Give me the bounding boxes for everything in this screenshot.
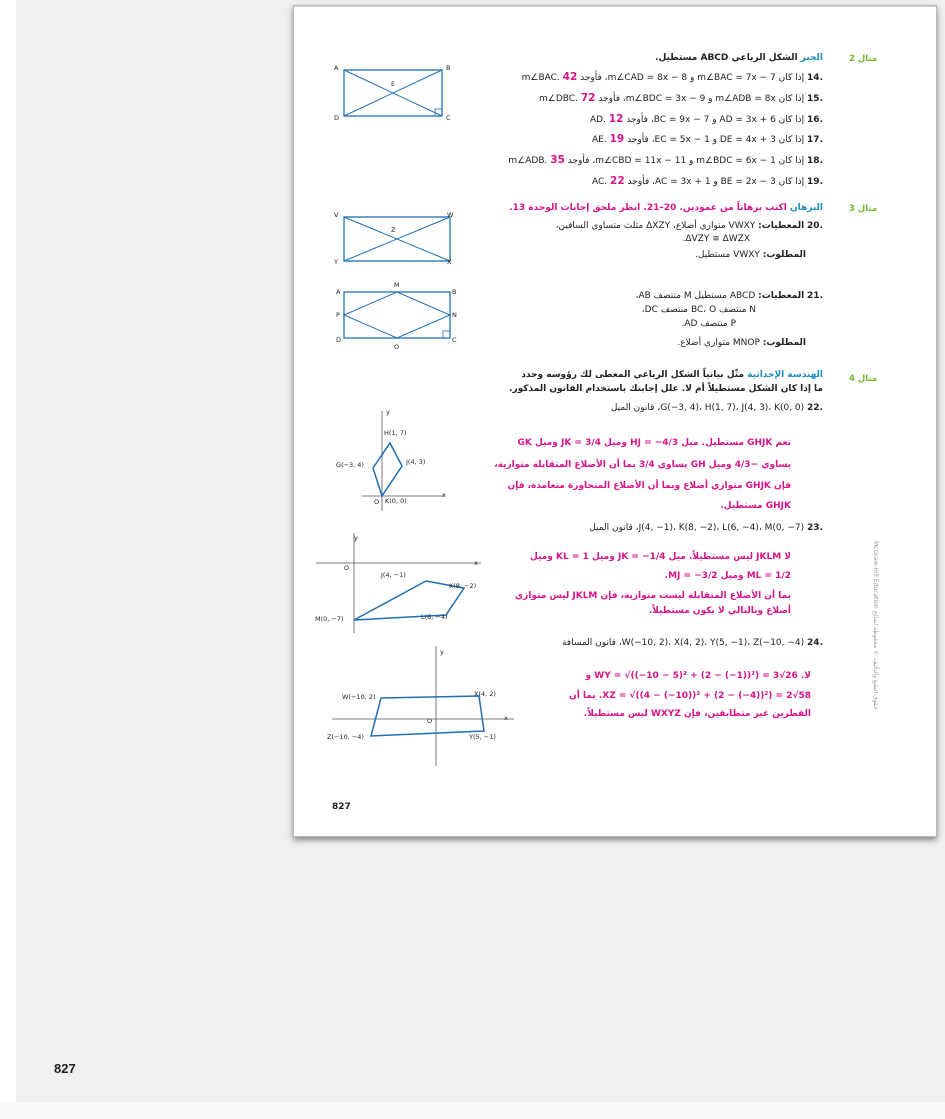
vertex-v: V: [334, 211, 339, 219]
answer-23-line1: لا JKLM ليس مستطيلاً. ميل JK = −1/4 وميل KL = 1 وميل: [530, 552, 791, 562]
question-23: .23 J(4, −1)، K(8, −2)، L(6, −4)، M(0, −7)، قانون الميل: [589, 523, 823, 533]
graph23-l: L(6, −4): [421, 613, 448, 621]
example-2-label: مثال 2: [849, 54, 878, 64]
coord-header-2: ما إذا كان الشكل مستطيلاً أم لا. علل إجابتك باستخدام القانون المذكور.: [509, 384, 823, 394]
question-20: .20 المعطيات: VWXY متوازي أضلاع، ΔXZY مثلث متساوي الساقين،: [555, 221, 823, 231]
left-margin: [0, 0, 16, 1119]
graph24-x-label: x: [504, 714, 508, 722]
graph23-y-label: y: [354, 534, 358, 542]
answer-17: 19: [609, 133, 625, 145]
answer-24-line3: القطرين غير متطابقين، فإن WXYZ ليس مستطيلاً.: [583, 709, 811, 719]
algebra-label: الجبر: [800, 53, 823, 63]
bottom-strip: [0, 1102, 945, 1119]
answer-24-line2: XZ = √((4 − (−10))² + (2 − (−4))²) = 2√58. بما أن: [569, 691, 811, 701]
answer-15: 72: [580, 92, 596, 104]
graph22-j: J(4, 3): [406, 458, 426, 466]
example-3-label: مثال 3: [849, 204, 878, 214]
answer-14: 42: [562, 71, 578, 83]
vertex-n: N: [452, 311, 457, 319]
proof-header: البرهان اكتب برهاناً من عمودين. 20–21. انظر ملحق إجابات الوحدة 13.: [509, 203, 823, 213]
graph23-x-label: x: [474, 559, 478, 567]
algebra-text: الشكل الرباعي ABCD مستطيل.: [655, 53, 798, 63]
graph24-z: Z(−10, −4): [327, 733, 364, 741]
answer-16: 12: [608, 113, 624, 125]
answer-19: 22: [610, 175, 625, 187]
vertex-z: Z: [391, 226, 396, 234]
question-21-prove: المطلوب: MNOP متوازي أضلاع.: [677, 338, 806, 348]
page-number: 827: [54, 1061, 76, 1076]
answer-23-line3: بما أن الأضلاع المتقابلة ليست متوازية، فإن JKLM ليس متوازي: [514, 591, 791, 601]
example-4-label: مثال 4: [849, 374, 878, 384]
answer-22-line1: نعم GHJK مستطيل. ميل HJ = −4/3 وميل JK = 3/4 وميل GK: [517, 438, 791, 448]
vertex-w: W: [447, 211, 454, 219]
vertex-d2: D: [336, 336, 342, 344]
rectangle-abcd-figure: [332, 64, 452, 126]
graph-24: [324, 646, 519, 771]
graph23-k: K(8, −2): [449, 582, 477, 590]
question-21: .21 المعطيات: ABCD مستطيل M منتصف AB،: [635, 291, 823, 301]
question-18: .18 إذا كان m∠BDC = 6x − 1 و m∠CBD = 11x − 11، فأوجد m∠ADB. 35: [508, 154, 823, 166]
vertex-y: Y: [334, 258, 338, 266]
coord-header: الهندسة الإحداثية مثّل بيانياً الشكل الرباعي المعطى لك رؤوسه وحدد: [521, 370, 823, 380]
question-21-given3: P منتصف AD.: [681, 319, 736, 329]
graph23-m: M(0, −7): [315, 615, 344, 623]
answer-18: 35: [550, 154, 565, 166]
vertex-b: B: [446, 64, 451, 72]
graph22-g: G(−3, 4): [336, 461, 364, 469]
answer-23-line2: ML = 1/2 وميل MJ = −3/2.: [664, 571, 791, 581]
graph22-y-label: y: [386, 408, 390, 416]
rectangle-mnop-figure: [332, 284, 457, 346]
question-17: .17 إذا كان DE = 4x + 3 و EC = 5x − 1، فأوجد AE. 19: [591, 133, 823, 145]
copyright-side-text: McGraw-Hill Education حقوق الطبع والتأليف © محفوظة لصالح: [872, 541, 879, 710]
graph24-yvertex: Y(5, −1): [469, 733, 496, 741]
document-page: [293, 5, 937, 837]
vertex-e: E: [391, 80, 396, 88]
algebra-header: [655, 53, 823, 63]
graph24-w: W(−10, 2): [342, 693, 376, 701]
graph22-x-label: x: [442, 491, 446, 499]
vertex-p: P: [336, 311, 340, 319]
graph22-origin: O: [374, 498, 380, 506]
graph24-y-label: y: [440, 648, 444, 656]
graph24-origin: O: [427, 717, 433, 725]
rectangle-vwxy-figure: [332, 211, 452, 271]
vertex-c2: C: [452, 336, 457, 344]
vertex-m: M: [394, 281, 400, 289]
vertex-d: D: [334, 114, 340, 122]
graph22-k: K(0, 0): [385, 497, 407, 505]
question-14: .14 إذا كان m∠BAC = 7x − 7 و m∠CAD = 8x − 8، فأوجد m∠BAC. 42: [521, 71, 823, 83]
vertex-c: C: [446, 114, 451, 122]
graph24-x: X(4, 2): [474, 690, 496, 698]
answer-23-line4: أضلاع وبالتالي لا يكون مستطيلاً.: [648, 606, 791, 616]
vertex-o: O: [394, 343, 400, 351]
graph23-origin: O: [344, 564, 350, 572]
vertex-a: A: [334, 64, 339, 72]
answer-22-line4: GHJK مستطيل.: [720, 501, 791, 511]
question-22: .22 G(−3, 4)، H(1, 7)، J(4, 3)، K(0, 0)، قانون الميل: [610, 403, 823, 413]
graph22-h: H(1, 7): [384, 429, 407, 437]
vertex-a2: A: [336, 288, 341, 296]
answer-24-line1: لا. WY = √((−10 − 5)² + (2 − (−1))²) = 3√26 و: [585, 671, 811, 681]
page-number-inner: 827: [332, 802, 351, 812]
vertex-x: X: [447, 258, 452, 266]
question-24: .24 W(−10, 2)، X(4, 2)، Y(5, −1)، Z(−10, −4)، قانون المسافة: [561, 638, 823, 648]
vertex-b2: B: [452, 288, 457, 296]
question-15: .15 إذا كان m∠ADB = 8x و m∠BDC = 3x − 9، فأوجد m∠DBC. 72: [539, 92, 823, 104]
question-16: .16 إذا كان AD = 3x + 6 و BC = 9x − 7، فأوجد AD. 12: [589, 113, 823, 125]
question-20-given2: ΔVZY ≅ ΔWZX.: [682, 234, 750, 244]
question-21-given2: N منتصف BC، O منتصف DC،: [641, 305, 756, 315]
question-20-prove: المطلوب: VWXY مستطيل.: [694, 250, 806, 260]
answer-22-line2: يساوي −4/3 وميل GH يساوي 3/4 بما أن الأضلاع المتقابلة متوازية،: [494, 460, 791, 470]
answer-22-line3: فإن GHJK متوازي أضلاع وبما أن الأضلاع المتجاورة متعامدة، فإن: [507, 481, 791, 491]
graph23-j: J(4, −1): [381, 571, 406, 579]
question-19: .19 إذا كان BE = 2x − 3 و AC = 3x + 1، فأوجد AC. 22: [591, 175, 823, 187]
